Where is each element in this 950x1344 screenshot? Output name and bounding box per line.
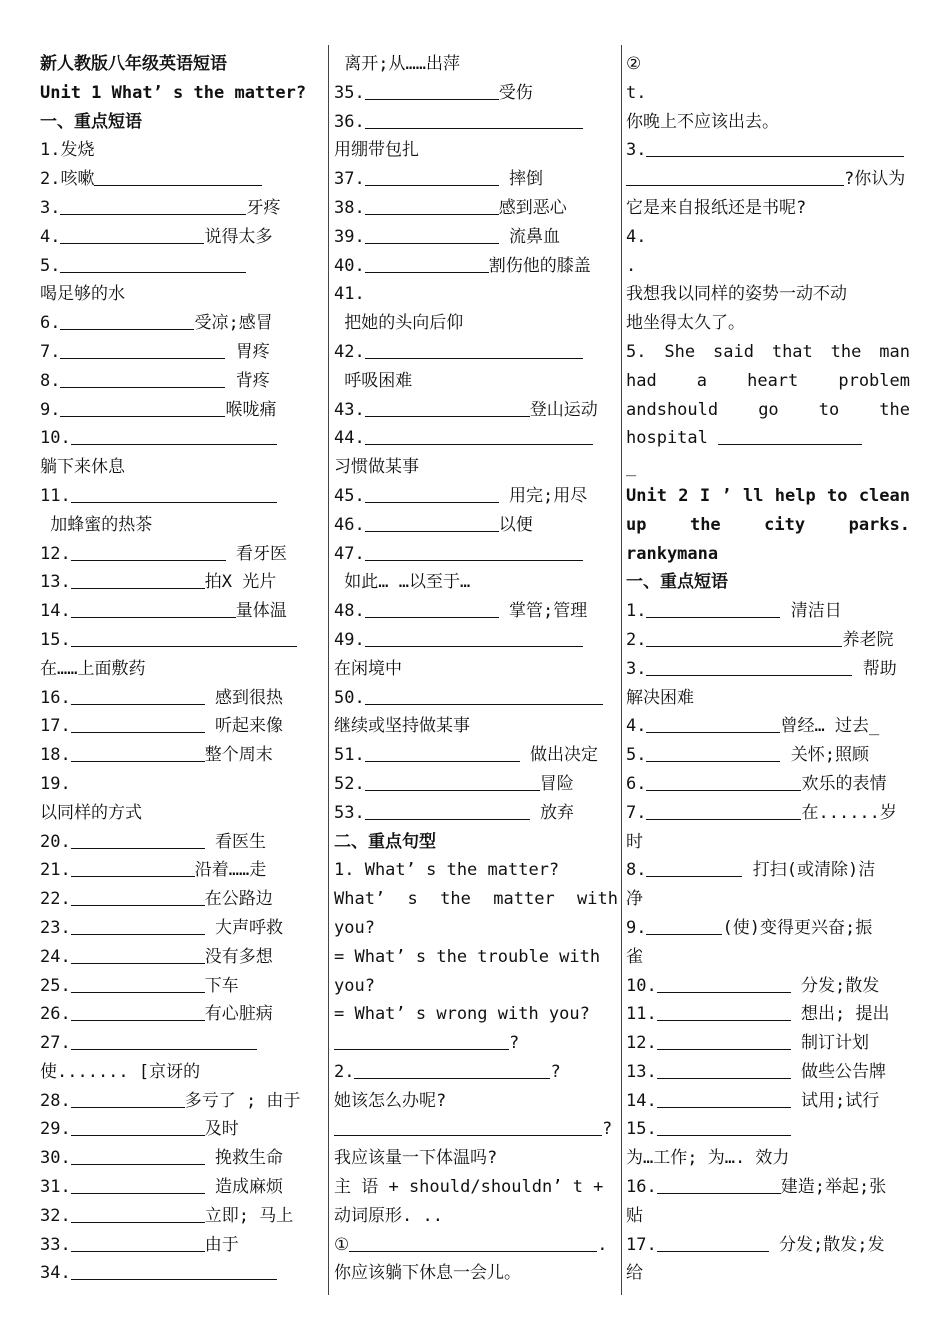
phrase-19-meaning: 以同样的方式 xyxy=(40,802,142,823)
u2-phrase-16-cont: 贴 xyxy=(626,1205,643,1226)
phrase-2: 2.咳嗽 xyxy=(40,165,322,194)
sentence-pattern: 主 语 + should/shouldn’ t + xyxy=(334,1177,604,1198)
phrase-50: 50. xyxy=(334,684,618,713)
sentence-3-cont: ?你认为 xyxy=(626,165,910,194)
sentence-5-line2: had a heart problem xyxy=(626,370,910,391)
sentence-1-alt-a: What’ s the matter with xyxy=(334,889,618,910)
phrase-22: 22. 在公路边 xyxy=(40,885,322,914)
sentence-4-end: . xyxy=(626,255,637,276)
phrase-9: 9. 喉咙痛 xyxy=(40,396,322,425)
phrase-41: 41. xyxy=(334,284,365,305)
u2-phrase-15-meaning: 为…工作; 为…. 效力 xyxy=(626,1148,790,1169)
sentence-circle-2: ② xyxy=(626,54,642,74)
sentence-1-alt-a-cont: you? xyxy=(334,917,375,938)
u2-phrase-6: 6. 欢乐的表情 xyxy=(626,770,910,799)
u2-phrase-9: 9. (使)变得更兴奋;振 xyxy=(626,914,910,943)
sentence-2: 2. ? xyxy=(334,1058,618,1087)
phrase-44: 44. xyxy=(334,424,618,453)
phrase-47-meaning: 如此… …以至于… xyxy=(344,572,471,593)
phrase-20: 20. 看医生 xyxy=(40,828,322,857)
phrase-36: 36. xyxy=(334,108,618,137)
sentence-2-blank: ? xyxy=(334,1115,618,1144)
phrase-45: 45. 用完;用尽 xyxy=(334,482,618,511)
page-title: 新人教版八年级英语短语 xyxy=(40,54,227,74)
u2-phrase-8: 8. 打扫(或清除)洁 xyxy=(626,856,910,885)
sentence-3: 3. xyxy=(626,136,910,165)
phrase-23: 23. 大声呼救 xyxy=(40,914,322,943)
sentence-4-meaning-cont: 地坐得太久了。 xyxy=(626,313,745,334)
column-1 xyxy=(40,50,322,1288)
u2-phrase-11: 11. 想出; 提出 xyxy=(626,1000,910,1029)
u2-phrase-5: 5. 关怀;照顾 xyxy=(626,741,910,770)
phrase-37: 37. 摔倒 xyxy=(334,165,618,194)
phrase-28: 28. 多亏了 ; 由于 xyxy=(40,1087,322,1116)
phrase-6: 6. 受凉;感冒 xyxy=(40,309,322,338)
sentence-1-alt-c: = What’ s wrong with you? xyxy=(334,1004,590,1025)
u2-phrase-17: 17. 分发;散发;发 xyxy=(626,1231,910,1260)
phrase-13: 13. 拍X 光片 xyxy=(40,568,322,597)
phrase-34-meaning: 离开;从……出萍 xyxy=(344,54,460,74)
phrase-27: 27. xyxy=(40,1029,322,1058)
sentence-pattern-cont: 动词原形. .. xyxy=(334,1205,443,1226)
column-divider-2 xyxy=(621,45,622,1295)
phrase-47: 47. xyxy=(334,540,618,569)
unit2-heading: Unit 2 I ’ ll help to clean xyxy=(626,485,910,506)
u2-phrase-3: 3. 帮助 xyxy=(626,655,910,684)
phrase-39: 39. 流鼻血 xyxy=(334,223,618,252)
sentence-3-meaning: 它是来自报纸还是书呢? xyxy=(626,197,807,218)
u2-phrase-7-cont: 时 xyxy=(626,831,643,852)
sentence-circle-1-meaning: 你应该躺下休息一会儿。 xyxy=(334,1263,521,1284)
phrase-44-meaning: 习惯做某事 xyxy=(334,457,419,478)
phrase-30: 30. 挽救生命 xyxy=(40,1144,322,1173)
phrase-17: 17. 听起来像 xyxy=(40,712,322,741)
sentence-1: 1. What’ s the matter? xyxy=(334,860,560,881)
u2-phrase-16: 16. 建造;举起;张 xyxy=(626,1173,910,1202)
phrase-19: 19. xyxy=(40,773,71,794)
phrase-10-meaning: 躺下来休息 xyxy=(40,457,125,478)
phrase-14: 14. 量体温 xyxy=(40,597,322,626)
sentence-1-alt-b: = What’ s the trouble with xyxy=(334,946,601,967)
u2-phrase-17-cont: 给 xyxy=(626,1263,643,1284)
unit2-section-phrases: 一、重点短语 xyxy=(626,572,728,593)
phrase-36-meaning: 用绷带包扎 xyxy=(334,140,419,161)
sentence-circle-1: ① . xyxy=(334,1231,618,1260)
phrase-32: 32. 立即; 马上 xyxy=(40,1202,322,1231)
unit2-heading-cont: up the city parks. xyxy=(626,514,910,535)
phrase-18: 18. 整个周末 xyxy=(40,741,322,770)
phrase-52: 52. 冒险 xyxy=(334,770,618,799)
sentence-4-meaning: 我想我以同样的姿势一动不动 xyxy=(626,284,847,305)
sentence-1-alt-b-cont: you? xyxy=(334,975,375,996)
u2-phrase-3-cont: 解决困难 xyxy=(626,687,694,708)
phrase-43: 43. 登山运动 xyxy=(334,396,618,425)
phrase-26: 26. 有心脏病 xyxy=(40,1000,322,1029)
phrase-46: 46. 以便 xyxy=(334,511,618,540)
phrase-38: 38. 感到恶心 xyxy=(334,194,618,223)
u2-phrase-10: 10. 分发;散发 xyxy=(626,972,910,1001)
phrase-1: 1.发烧 xyxy=(40,140,95,161)
phrase-33: 33. 由于 xyxy=(40,1231,322,1260)
sentence-4: 4. xyxy=(626,226,647,247)
column-2 xyxy=(334,50,618,1288)
phrase-49: 49. xyxy=(334,626,618,655)
u2-phrase-9-cont: 雀 xyxy=(626,946,643,967)
sentence-2-meaning: 她该怎么办呢? xyxy=(334,1090,447,1111)
phrase-40: 40. 割伤他的膝盖 xyxy=(334,252,618,281)
phrase-16: 16. 感到很热 xyxy=(40,684,322,713)
phrase-42-meaning: 呼吸困难 xyxy=(344,370,413,391)
u2-phrase-7: 7. 在......岁 xyxy=(626,799,910,828)
phrase-5-meaning: 喝足够的水 xyxy=(40,284,125,305)
sentence-1-blank: ? xyxy=(334,1029,618,1058)
sentence-circle-2-end: t. xyxy=(626,82,647,103)
unit1-section-sentences: 二、重点句型 xyxy=(334,831,436,852)
phrase-34: 34. xyxy=(40,1259,322,1288)
phrase-4: 4. 说得太多 xyxy=(40,223,322,252)
u2-phrase-8-cont: 净 xyxy=(626,889,643,910)
phrase-53: 53. 放弃 xyxy=(334,799,618,828)
u2-phrase-13: 13. 做些公告牌 xyxy=(626,1058,910,1087)
phrase-31: 31. 造成麻烦 xyxy=(40,1173,322,1202)
column-3 xyxy=(626,50,910,1288)
phrase-10: 10. xyxy=(40,424,322,453)
phrase-41-meaning: 把她的头向后仰 xyxy=(344,313,464,334)
sentence-2b-meaning: 我应该量一下体温吗? xyxy=(334,1148,498,1169)
sentence-5: 5. She said that the man xyxy=(626,341,910,362)
u2-phrase-12: 12. 制订计划 xyxy=(626,1029,910,1058)
phrase-12: 12. 看牙医 xyxy=(40,540,322,569)
phrase-48: 48. 掌管;管理 xyxy=(334,597,618,626)
u2-phrase-2: 2. 养老院 xyxy=(626,626,910,655)
phrase-25: 25. 下车 xyxy=(40,972,322,1001)
unit1-section-phrases: 一、重点短语 xyxy=(40,111,142,132)
u2-phrase-4: 4. 曾经… 过去_ xyxy=(626,712,910,741)
phrase-15-meaning: 在……上面敷药 xyxy=(40,658,146,679)
u2-phrase-1: 1. 清洁日 xyxy=(626,597,910,626)
column-divider-1 xyxy=(328,45,329,1295)
phrase-27-meaning: 使....... [京讶的 xyxy=(40,1061,201,1082)
phrase-5: 5. xyxy=(40,252,322,281)
u2-phrase-14: 14. 试用;试行 xyxy=(626,1087,910,1116)
phrase-21: 21. 沿着……走 xyxy=(40,856,322,885)
phrase-15: 15. xyxy=(40,626,322,655)
sentence-5-line4: hospital xyxy=(626,424,910,453)
phrase-7: 7. 胃疼 xyxy=(40,338,322,367)
unit2-heading-tail: rankymana xyxy=(626,543,719,564)
phrase-35: 35. 受伤 xyxy=(334,79,618,108)
sentence-5-line3: andshould go to the xyxy=(626,399,910,420)
phrase-3: 3. 牙疼 xyxy=(40,194,322,223)
phrase-51: 51. 做出决定 xyxy=(334,741,618,770)
phrase-42: 42. xyxy=(334,338,618,367)
sentence-circle-2-meaning: 你晚上不应该出去。 xyxy=(626,111,779,132)
phrase-50-meaning: 继续或坚持做某事 xyxy=(334,716,470,737)
phrase-24: 24. 没有多想 xyxy=(40,943,322,972)
phrase-11: 11. xyxy=(40,482,322,511)
u2-phrase-15: 15. xyxy=(626,1115,910,1144)
sentence-5-end: _ xyxy=(626,457,637,478)
phrase-29: 29. 及时 xyxy=(40,1115,322,1144)
phrase-49-meaning: 在闲境中 xyxy=(334,658,402,679)
unit1-heading: Unit 1 What’ s the matter? xyxy=(40,82,307,103)
phrase-11-meaning: 加蜂蜜的热茶 xyxy=(50,514,153,535)
phrase-8: 8. 背疼 xyxy=(40,367,322,396)
